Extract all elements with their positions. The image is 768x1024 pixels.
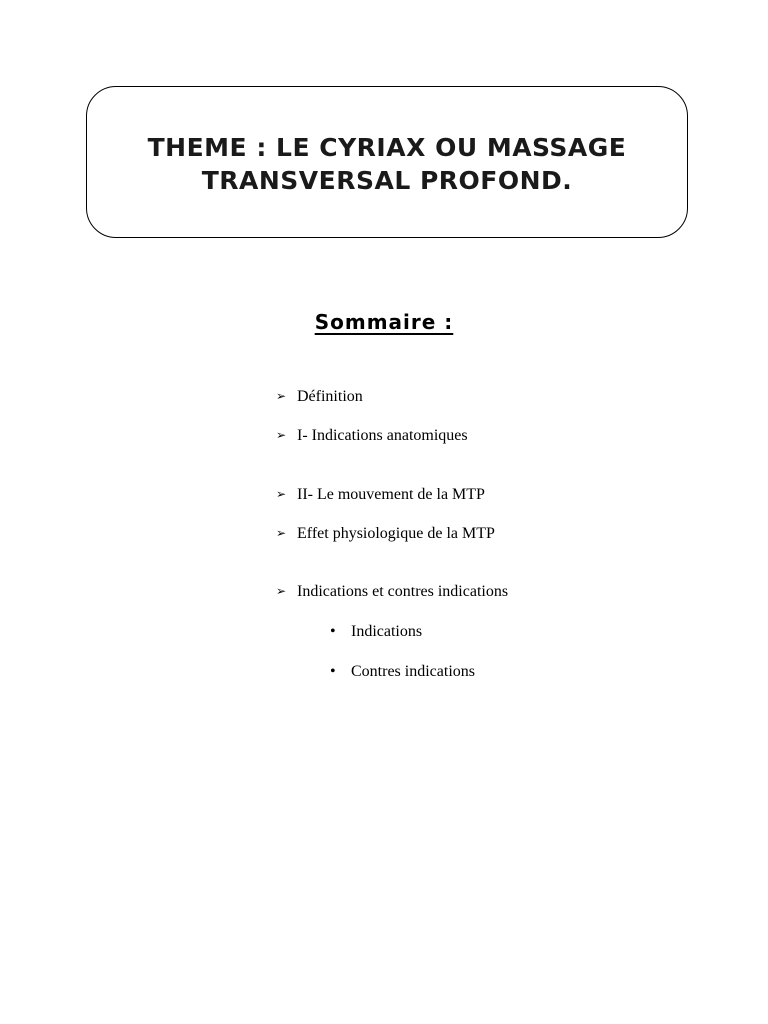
toc-subitem-label: Contres indications xyxy=(351,663,475,680)
toc-item-indications-contres xyxy=(276,581,508,602)
toc-subitem-contres-indications xyxy=(330,662,475,682)
arrowhead-bullet-icon: ➢ xyxy=(276,584,287,598)
theme-title xyxy=(148,127,627,197)
theme-box xyxy=(86,86,688,238)
toc-item-indications-anatomiques xyxy=(276,425,468,446)
dot-bullet-icon: • xyxy=(330,663,336,680)
toc-item-definition xyxy=(276,386,363,407)
arrowhead-bullet-icon: ➢ xyxy=(276,487,287,501)
arrowhead-bullet-icon: ➢ xyxy=(276,428,287,442)
arrowhead-bullet-icon: ➢ xyxy=(276,389,287,403)
theme-title-line-2: TRANSVERSAL PROFOND. xyxy=(201,166,573,195)
toc-item-effet-physiologique xyxy=(276,523,495,544)
toc-item-label: II- Le mouvement de la MTP xyxy=(297,486,485,503)
theme-title-line-1: THEME : LE CYRIAX OU MASSAGE xyxy=(147,133,627,162)
arrowhead-bullet-icon: ➢ xyxy=(276,526,287,540)
toc-item-label: Définition xyxy=(297,388,363,405)
dot-bullet-icon: • xyxy=(330,623,336,640)
toc-item-label: Effet physiologique de la MTP xyxy=(297,525,495,542)
sommaire-heading-text: Sommaire : xyxy=(314,310,454,334)
toc-item-mouvement-mtp xyxy=(276,484,485,505)
sommaire-heading xyxy=(0,310,768,334)
toc-subitem-indications xyxy=(330,622,422,642)
toc-subitem-label: Indications xyxy=(351,623,423,640)
toc-item-label: I- Indications anatomiques xyxy=(297,427,468,444)
toc-item-label: Indications et contres indications xyxy=(297,583,509,600)
